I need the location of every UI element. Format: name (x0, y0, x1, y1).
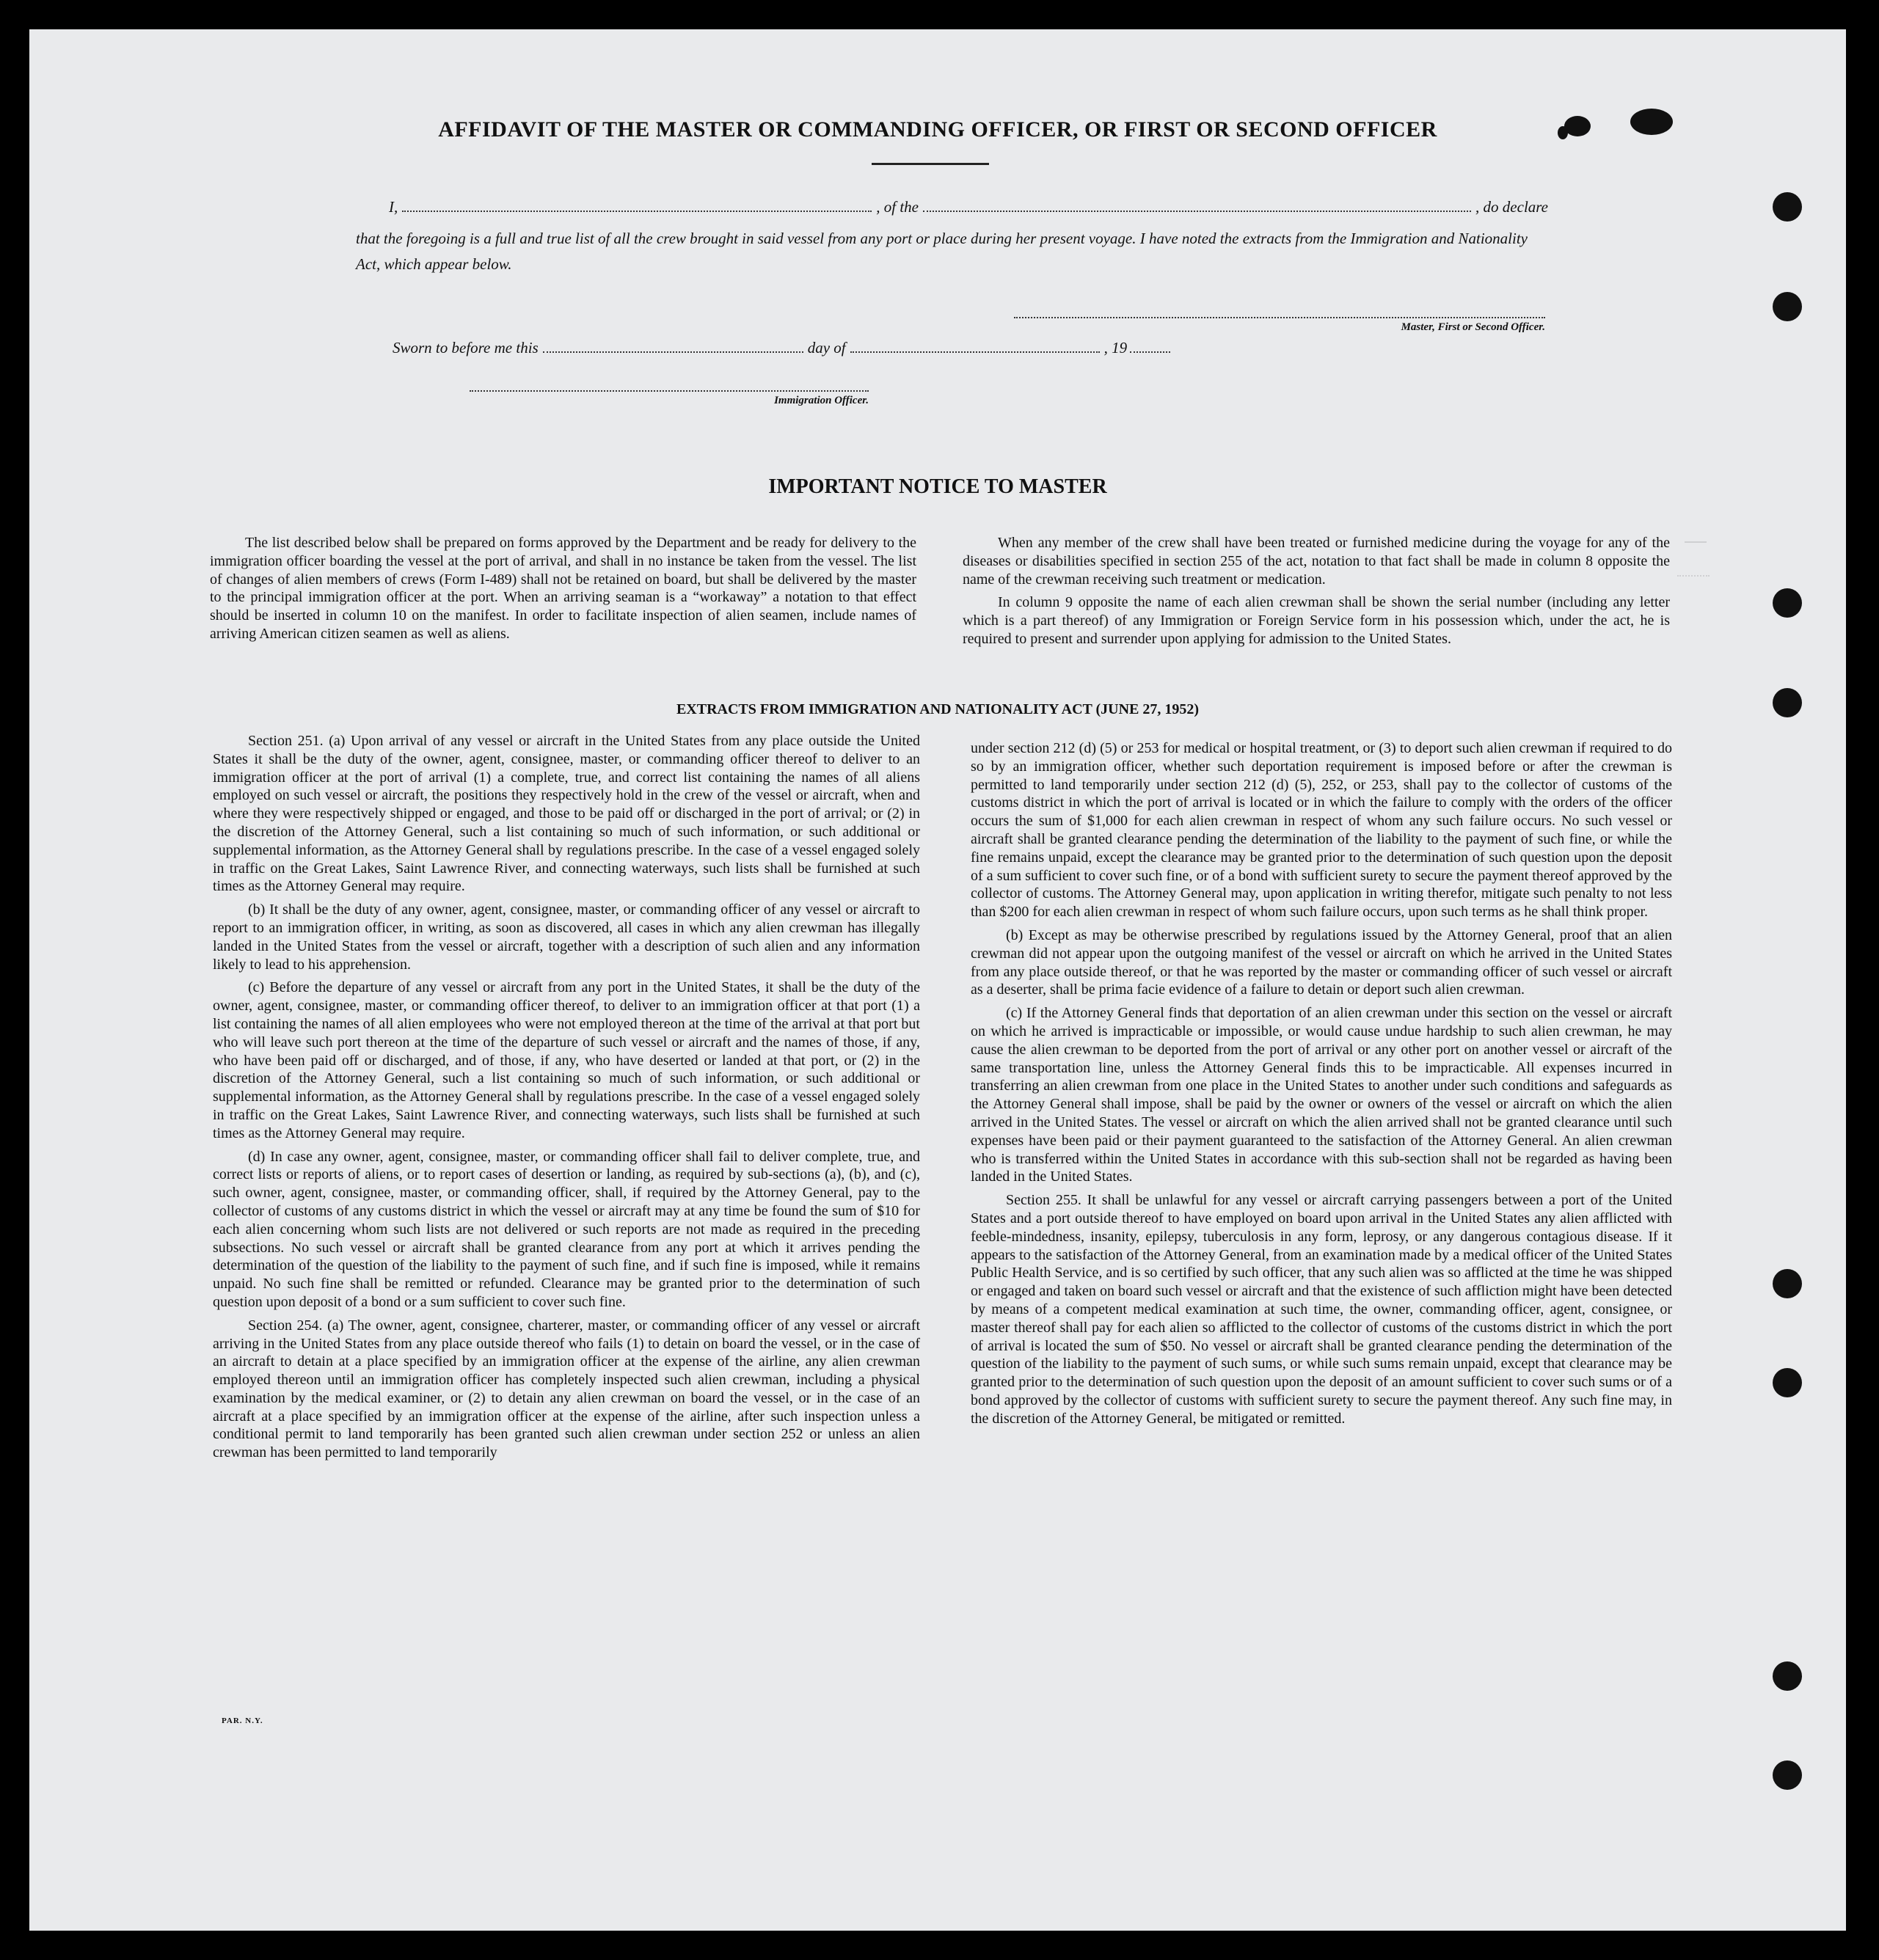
name-blank[interactable] (402, 199, 872, 212)
declaration-line (389, 198, 1548, 216)
notice-paragraph: The list described below shall be prepared on forms approved by the Department and be ready for delivery to the immigration officer boarding the vessel at the port of arrival, and shall in no instance be taken from the vessel. The list of changes of alien members of crews (Form I-489) shall not be retained on board, but shall be delivered by the master to the principal immigration officer at the port. When an arriving seaman is a “workaway” a notation to that effect should be inserted in column 10 on the manifest. In order to facilitate inspection of alien seamen, include names of arriving American citizen seamen as well as aliens. (210, 535, 916, 642)
declaration-do-declare: , do declare (1475, 198, 1548, 216)
declaration-i: I, (389, 198, 398, 216)
notice-left-column (210, 534, 916, 648)
section-254b: (b) Except as may be otherwise prescribed by regulations issued by the Attorney General, proof that an alien crewman did not appear upon the outgoing manifest of the vessel or aircraft on which he arrived in the United States from any place outside thereof, or that he was reported by the master or commanding officer of such vessel or aircraft as a deserter, shall be prima facie evidence of a failure to detain or deport such alien crewman. (971, 926, 1672, 998)
punch-hole (1773, 292, 1802, 321)
immigration-officer-signature-line[interactable] (470, 390, 869, 392)
extracts-title: EXTRACTS FROM IMMIGRATION AND NATIONALITY ACT (JUNE 27, 1952) (676, 701, 1200, 717)
section-251c: (c) Before the departure of any vessel or aircraft from any port in the United States, it shall be the duty of the owner, agent, consignee, master, or commanding officer thereof, to deliver to an immigration officer at that port (1) a list containing the names of all alien employees who were not employed thereon at the time of the arrival at that port but who will leave such port thereon at the time of the departure of such vessel or aircraft and the names of those, if any, who have been paid off or discharged, and of those, if any, who have deserted or landed at that port, or (2) in the discretion of the Attorney General, such a list containing so much of such information, or such additional or supplemental information, as the Attorney General shall by regulations prescribe. In the case of a vessel engaged solely in traffic on the Great Lakes, Saint Lawrence River, and connecting waterways, such lists shall be furnished at such times as the Attorney General may require. (213, 979, 920, 1141)
punch-hole (1773, 588, 1802, 618)
notice-paragraph: When any member of the crew shall have been treated or furnished medicine during the voyage for any of the diseases or disabilities specified in section 255 of the act, notation to that fact shall be made in column 8 opposite the name of the crewman receiving such treatment or medication. (963, 535, 1670, 588)
printer-mark: PAR. N.Y. (222, 1716, 263, 1725)
section-254a-start: Section 254. (a) The owner, agent, consignee, charterer, master, or commanding officer of any vessel or aircraft arriving in the United States from any place outside thereof who fails (1) to detain on board the vessel, or in the case of an aircraft to detain at a place specified by an immigration officer at the expense of the airline, any alien crewman employed thereon until an immigration officer has completely inspected such alien crewman, including a physical examination by the medical examiner, or (2) to detain any alien crewman on board the vessel, or in the case of an aircraft at a place specified by an immigration officer at the expense of the airline, after such inspection unless a conditional permit to land temporarily has been granted such alien crewman under section 252 or unless an alien crewman has been permitted to land temporarily (213, 1317, 920, 1461)
section-254a-cont: under section 212 (d) (5) or 253 for medical or hospital treatment, or (3) to deport such alien crewman if required to do so by an immigration officer, whether such deportation requirement is imposed before or after the crewman is permitted to land temporarily under section 212 (d) (5), 252, or 253, shall pay to the collector of customs of the customs district in which the port of arrival is located or in which the failure to comply with the orders of the officer occurs the sum of $1,000 for each alien crewman in respect of whom any such failure occurs. No such vessel or aircraft shall be granted clearance pending the determination of the liability to the payment of such fine, or while the fine remains unpaid, except the clearance may be granted prior to the determination of such question upon the deposit of a sum sufficient to cover such fine, or of a bond with sufficient surety to secure the payment thereof approved by the collector of customs. The Attorney General may, upon application in writing therefor, mitigate such penalty to not less than $200 for each alien crewman in respect of whom such failure occurs, upon such terms as he shall think proper. (971, 740, 1672, 921)
immigration-officer-label: Immigration Officer. (774, 395, 869, 406)
ink-blot (1564, 116, 1591, 136)
faint-stamp-mark (1685, 541, 1707, 553)
title-underline (872, 163, 989, 165)
sworn-year-blank[interactable] (1130, 340, 1170, 353)
master-signature-line[interactable] (1014, 317, 1545, 318)
notice-right-column (963, 534, 1670, 654)
section-254c: (c) If the Attorney General finds that deportation of an alien crewman under this section on the vessel or aircraft on which he arrived is impracticable or impossible, or would cause undue hardship to such alien crewman, he may cause the alien crewman to be deported from the port of arrival or any other port on another vessel or aircraft of the same transportation line, unless the Attorney General finds this to be impracticable. All expenses incurred in transferring an alien crewman from one place in the United States to another under such conditions and safeguards as the Attorney General shall impose, shall be paid by the owner or owners of the vessel or aircraft on which the alien arrived in the United States. The vessel or aircraft on which the alien arrived shall not be granted clearance until such expenses have been paid or their payment guaranteed to the satisfaction of the Attorney General. An alien crewman who is transferred within the United States in accordance with this sub-section shall not be regarded as having been landed in the United States. (971, 1005, 1672, 1185)
sworn-year-prefix: , 19 (1103, 339, 1128, 356)
notice-title: IMPORTANT NOTICE TO MASTER (768, 475, 1107, 498)
form-page (29, 29, 1846, 1931)
sworn-line (393, 339, 1273, 357)
faint-stamp-mark (1677, 575, 1710, 585)
section-255: Section 255. It shall be unlawful for any vessel or aircraft carrying passengers between a port of the United States and a port outside thereof to have employed on board upon arrival in the United States any alien afflicted with feeble-mindedness, insanity, epilepsy, tuberculosis in any form, leprosy, or any dangerous contagious disease. If it appears to the satisfaction of the Attorney General, from an examination made by a medical officer of the United States Public Health Service, and is so certified by such officer, that any such alien was so afflicted at the time he was shipped or engaged and taken on board such vessel or aircraft and that the existence of such affliction might have been detected by means of a competent medical examination at such time, the owner, commanding officer, agent, consignee, or master thereof shall pay for each alien so afflicted to the collector of customs of the customs district in which the port of arrival is located the sum of $50. No vessel or aircraft shall be granted clearance pending the determination of the question of the liability to the payment of such sums, or while such sums remain unpaid, except that clearance may be granted prior to the determination of such question upon the deposit of an amount sufficient to cover such sums or of a bond approved by the collector of customs with sufficient surety to secure the payment thereof. Any such fine may, in the discretion of the Attorney General, be mitigated or remitted. (971, 1192, 1672, 1427)
punch-hole (1773, 192, 1802, 222)
master-signature-label: Master, First or Second Officer. (1401, 321, 1545, 333)
punch-hole (1773, 1661, 1802, 1691)
sworn-label: Sworn to before me this (393, 339, 539, 356)
extracts-left-column (213, 732, 920, 1467)
section-251a: Section 251. (a) Upon arrival of any vessel or aircraft in the United States from any place outside the United States it shall be the duty of the owner, agent, consignee, master, or commanding officer thereof to deliver to an immigration officer at the port of arrival (1) a complete, true, and correct list containing the names of all aliens employed on such vessel or aircraft, the positions they respectively hold in the crew of the vessel or aircraft, when and where they were respectively shipped or engaged, and those to be paid off or discharged in the port of arrival; or (2) in the discretion of the Attorney General, such a list containing so much of such information, or such additional or supplemental information, as the Attorney General shall by regulations prescribe. In the case of a vessel engaged solely in traffic on the Great Lakes, Saint Lawrence River, and connecting waterways, such lists shall be furnished at such times as the Attorney General may require. (213, 733, 920, 895)
sworn-month-blank[interactable] (850, 340, 1100, 353)
section-251d: (d) In case any owner, agent, consignee, master, or commanding officer shall fail to deliver complete, true, and correct lists or reports of aliens, or to report cases of desertion or landing, as required by sub-sections (a), (b), and (c), such owner, agent, consignee, master, or commanding officer, shall, if required by the Attorney General, pay to the collector of customs of any customs district in which the vessel or aircraft may at any time be found the sum of $10 for each alien concerning whom such lists are not delivered or such reports are not made as required in the preceding subsections. No such vessel or aircraft shall be granted clearance from any port at which it arrives pending the determination of the question of the liability to the payment of such fine, and if such fine is imposed, while it remains unpaid. No such fine shall be remitted or refunded. Clearance may be granted prior to the determination of such question upon deposit of a bond or a sum sufficient to cover such fine. (213, 1148, 920, 1310)
affidavit-title: AFFIDAVIT OF THE MASTER OR COMMANDING OFFICER, OR FIRST OR SECOND OFFICER (438, 117, 1437, 142)
vessel-blank[interactable] (923, 199, 1471, 212)
notice-paragraph: In column 9 opposite the name of each alien crewman shall be shown the serial number (including any letter which is a part thereof) of any Immigration or Foreign Service form in his possession which, under the act, he is required to present and surrender upon applying for admission to the United States. (963, 594, 1670, 647)
declaration-of-the: , of the (876, 198, 919, 216)
sworn-day-of: day of (807, 339, 846, 356)
ink-blot (1558, 126, 1568, 139)
sworn-date-blank[interactable] (543, 340, 803, 353)
section-251b: (b) It shall be the duty of any owner, agent, consignee, master, or commanding officer of any vessel or aircraft to report to an immigration officer, in writing, as soon as discovered, all cases in which any alien crewman has illegally landed in the United States from the vessel or aircraft, together with a description of such alien and any information likely to lead to his apprehension. (213, 902, 920, 973)
extracts-right-column (971, 739, 1672, 1433)
ink-blot (1630, 109, 1673, 135)
punch-hole (1773, 1368, 1802, 1397)
punch-hole (1773, 1760, 1802, 1790)
punch-hole (1773, 1269, 1802, 1298)
declaration-text: that the foregoing is a full and true list of all the crew brought in said vessel from any port or place during her present voyage. I have noted the extracts from the Immigration and Nationality Act, which appear below. (356, 230, 1528, 273)
